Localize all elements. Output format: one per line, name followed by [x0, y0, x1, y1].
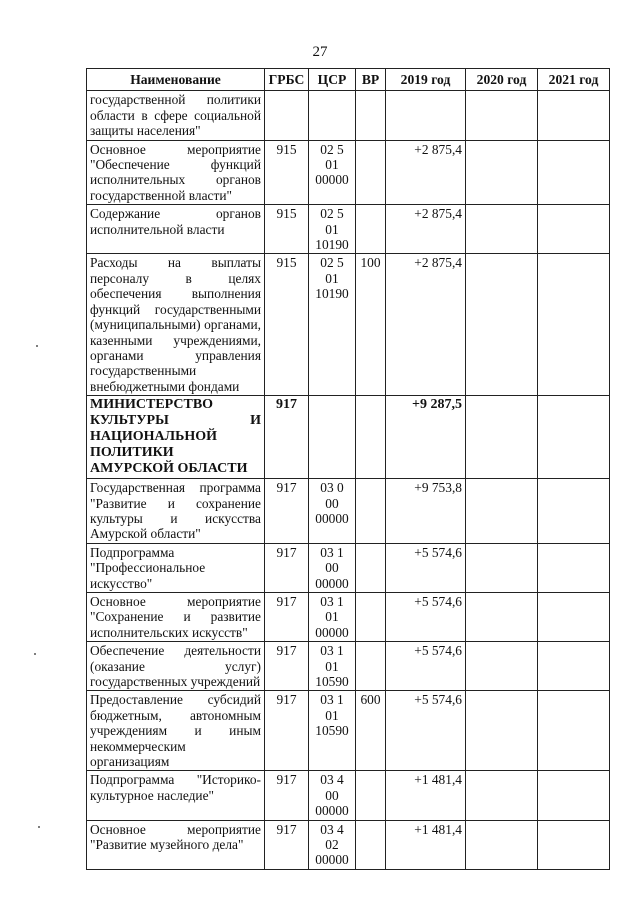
cell-2020 — [466, 820, 538, 869]
table-body — [87, 91, 610, 869]
cell-2020 — [466, 140, 538, 205]
cell-grbs — [265, 91, 309, 140]
cell-2020 — [466, 771, 538, 820]
cell-2019: +5 574,6 — [386, 642, 466, 691]
column-header-2021: 2021 год — [538, 69, 610, 91]
cell-csr — [309, 479, 356, 544]
csr-code-part: 10590 — [315, 723, 349, 739]
cell-csr — [309, 592, 356, 641]
table-row — [87, 205, 610, 254]
cell-name: Содержание органов исполнительной власти — [87, 205, 265, 254]
cell-2020 — [466, 479, 538, 544]
table-row — [87, 396, 610, 479]
csr-code-part: 03 4 — [320, 772, 344, 788]
cell-2021 — [538, 820, 610, 869]
cell-vr — [356, 205, 386, 254]
cell-vr — [356, 396, 386, 479]
cell-2021 — [538, 479, 610, 544]
cell-name: Предоставление субсидий бюджетным, автономным учреждениям и иным некоммерческим организациям — [87, 691, 265, 771]
table-row — [87, 771, 610, 820]
cell-name: Государственная программа "Развитие и сохранение культуры и искусства Амурской области" — [87, 479, 265, 544]
csr-code-part: 00000 — [315, 575, 349, 591]
table-row — [87, 479, 610, 544]
csr-code-part: 02 5 — [320, 206, 344, 222]
table-row — [87, 543, 610, 592]
cell-csr — [309, 254, 356, 396]
csr-code-part: 02 — [325, 837, 339, 853]
table-row — [87, 642, 610, 691]
column-header-name: Наименование — [87, 69, 265, 91]
cell-2019: +5 574,6 — [386, 691, 466, 771]
cell-2021 — [538, 140, 610, 205]
cell-csr — [309, 820, 356, 869]
cell-csr — [309, 91, 356, 140]
cell-2021 — [538, 396, 610, 479]
page-number: 27 — [312, 44, 328, 60]
table-row — [87, 254, 610, 396]
scan-speck — [34, 653, 36, 655]
cell-name: Подпрограмма "Профессиональное искусство" — [87, 543, 265, 592]
csr-code-part: 00000 — [315, 510, 349, 526]
cell-name: Основное мероприятие "Сохранение и развитие исполнительских искусств" — [87, 592, 265, 641]
cell-grbs: 917 — [265, 543, 309, 592]
cell-name: Расходы на выплаты персоналу в целях обеспечения выполнения функций государственными (муниципальными) органами, казенными учреждениями, органами управления государственными внебюджетными фондами — [87, 254, 265, 396]
cell-grbs: 915 — [265, 140, 309, 205]
cell-csr — [309, 691, 356, 771]
csr-code-part: 03 1 — [320, 593, 344, 609]
csr-code-part: 02 5 — [320, 141, 344, 157]
cell-2020 — [466, 91, 538, 140]
cell-2019: +1 481,4 — [386, 771, 466, 820]
column-header-vr: ВР — [356, 69, 386, 91]
csr-code-part: 01 — [325, 157, 339, 173]
cell-vr: 100 — [356, 254, 386, 396]
cell-vr — [356, 479, 386, 544]
csr-code-part: 00000 — [315, 803, 349, 819]
cell-2019: +2 875,4 — [386, 140, 466, 205]
cell-vr — [356, 91, 386, 140]
csr-code-part: 00000 — [315, 172, 349, 188]
cell-2020 — [466, 592, 538, 641]
cell-csr — [309, 396, 356, 479]
cell-vr — [356, 140, 386, 205]
cell-2021 — [538, 91, 610, 140]
cell-grbs: 917 — [265, 479, 309, 544]
cell-csr — [309, 642, 356, 691]
column-header-2020: 2020 год — [466, 69, 538, 91]
cell-2021 — [538, 254, 610, 396]
scan-speck — [36, 345, 38, 347]
budget-table — [86, 68, 610, 870]
cell-grbs: 915 — [265, 205, 309, 254]
cell-2021 — [538, 592, 610, 641]
csr-code-part: 00 — [325, 495, 339, 511]
cell-2020 — [466, 543, 538, 592]
cell-vr — [356, 771, 386, 820]
cell-csr — [309, 771, 356, 820]
cell-2021 — [538, 205, 610, 254]
csr-code-part: 00 — [325, 787, 339, 803]
cell-2021 — [538, 642, 610, 691]
cell-name: Обеспечение деятельности (оказание услуг) государственных учреждений — [87, 642, 265, 691]
cell-2019: +5 574,6 — [386, 543, 466, 592]
csr-code-part: 01 — [325, 270, 339, 286]
cell-2020 — [466, 642, 538, 691]
csr-code-part: 01 — [325, 609, 339, 625]
column-header-grbs: ГРБС — [265, 69, 309, 91]
table-row — [87, 592, 610, 641]
cell-grbs: 917 — [265, 396, 309, 479]
cell-2021 — [538, 543, 610, 592]
cell-grbs: 917 — [265, 691, 309, 771]
csr-code-part: 01 — [325, 221, 339, 237]
cell-2019: +2 875,4 — [386, 205, 466, 254]
cell-2020 — [466, 396, 538, 479]
csr-code-part: 00 — [325, 560, 339, 576]
cell-2019: +1 481,4 — [386, 820, 466, 869]
cell-2019 — [386, 91, 466, 140]
cell-csr — [309, 543, 356, 592]
csr-code-part: 02 5 — [320, 255, 344, 271]
csr-code-part: 03 1 — [320, 544, 344, 560]
cell-vr: 600 — [356, 691, 386, 771]
cell-2021 — [538, 691, 610, 771]
table-row — [87, 691, 610, 771]
csr-code-part: 03 4 — [320, 821, 344, 837]
column-header-2019: 2019 год — [386, 69, 466, 91]
cell-2019: +2 875,4 — [386, 254, 466, 396]
table-header-row — [87, 69, 610, 91]
csr-code-part: 03 1 — [320, 643, 344, 659]
cell-2020 — [466, 691, 538, 771]
cell-vr — [356, 820, 386, 869]
cell-name: Основное мероприятие "Обеспечение функций исполнительных органов государственной власти" — [87, 140, 265, 205]
cell-2019: +5 574,6 — [386, 592, 466, 641]
cell-2019: +9 753,8 — [386, 479, 466, 544]
cell-name: МИНИСТЕРСТВО КУЛЬТУРЫ И НАЦИОНАЛЬНОЙ ПОЛИТИКИ АМУРСКОЙ ОБЛАСТИ — [87, 396, 265, 479]
cell-grbs: 917 — [265, 592, 309, 641]
cell-name: Подпрограмма "Историко-культурное наследие" — [87, 771, 265, 820]
table-row — [87, 140, 610, 205]
cell-grbs: 917 — [265, 820, 309, 869]
cell-name: Основное мероприятие "Развитие музейного дела" — [87, 820, 265, 869]
cell-vr — [356, 592, 386, 641]
csr-code-part: 03 0 — [320, 480, 344, 496]
scan-speck — [38, 826, 40, 828]
cell-grbs: 917 — [265, 642, 309, 691]
cell-2020 — [466, 254, 538, 396]
cell-2019: +9 287,5 — [386, 396, 466, 479]
csr-code-part: 10190 — [315, 286, 349, 302]
csr-code-part: 03 1 — [320, 692, 344, 708]
table-row — [87, 820, 610, 869]
csr-code-part: 00000 — [315, 852, 349, 868]
csr-code-part: 10590 — [315, 674, 349, 689]
csr-code-part: 10190 — [315, 237, 349, 253]
table-row — [87, 91, 610, 140]
cell-grbs: 915 — [265, 254, 309, 396]
cell-2021 — [538, 771, 610, 820]
csr-code-part: 01 — [325, 707, 339, 723]
cell-csr — [309, 140, 356, 205]
csr-code-part: 00000 — [315, 624, 349, 640]
cell-csr — [309, 205, 356, 254]
cell-vr — [356, 543, 386, 592]
cell-vr — [356, 642, 386, 691]
cell-grbs: 917 — [265, 771, 309, 820]
cell-2020 — [466, 205, 538, 254]
column-header-csr: ЦСР — [309, 69, 356, 91]
csr-code-part: 01 — [325, 658, 339, 674]
cell-name: государственной политики области в сфере социальной защиты населения" — [87, 91, 265, 140]
